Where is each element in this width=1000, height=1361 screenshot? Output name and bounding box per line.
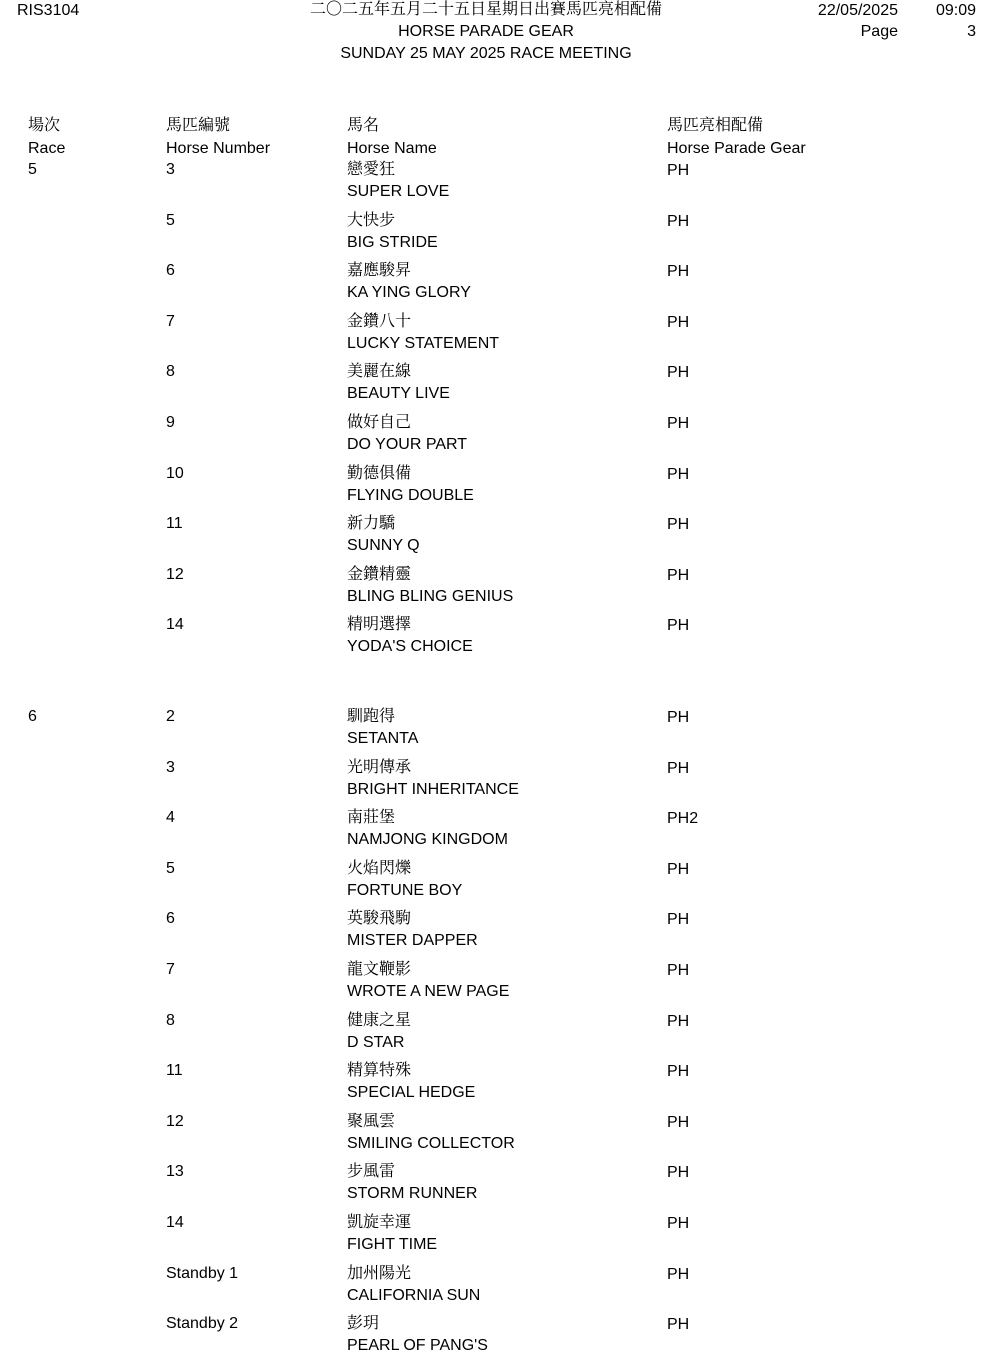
horse-name: NAMJONG KINGDOM — [347, 831, 508, 848]
horse-name-zh: 嘉應駿昇 — [347, 262, 412, 279]
horse-name-zh: 加州陽光 — [347, 1265, 412, 1282]
horse-name: BIG STRIDE — [347, 234, 438, 251]
parade-gear: PH — [667, 466, 690, 483]
horse-name-zh: 南莊堡 — [347, 809, 396, 826]
horse-name: D STAR — [347, 1034, 405, 1051]
parade-gear: PH2 — [667, 810, 699, 827]
horse-number: Standby 1 — [166, 1265, 239, 1282]
horse-name: STORM RUNNER — [347, 1185, 478, 1202]
column-header-race-zh: 場次 — [28, 117, 61, 134]
horse-name: SUNNY Q — [347, 537, 420, 554]
horse-name-zh: 馴跑得 — [347, 708, 396, 725]
parade-gear: PH — [667, 911, 690, 928]
horse-name-zh: 英駿飛駒 — [347, 910, 412, 927]
report-date: 22/05/2025 — [817, 2, 898, 19]
parade-gear: PH — [667, 760, 690, 777]
column-header-horse-number: Horse Number — [166, 140, 271, 157]
horse-name-zh: 勤德俱備 — [347, 465, 412, 482]
horse-name-zh: 戀愛狂 — [347, 161, 396, 178]
horse-number: 6 — [166, 262, 175, 279]
horse-name: SETANTA — [347, 730, 419, 747]
column-header-race: Race — [28, 140, 66, 157]
horse-name: FORTUNE BOY — [347, 882, 463, 899]
parade-gear: PH — [667, 1114, 690, 1131]
horse-name: BEAUTY LIVE — [347, 385, 450, 402]
horse-number: 13 — [166, 1163, 184, 1180]
parade-gear: PH — [667, 962, 690, 979]
horse-number: 6 — [166, 910, 175, 927]
column-header-gear: Horse Parade Gear — [667, 140, 806, 157]
horse-number: 2 — [166, 708, 175, 725]
report-code: RIS3104 — [17, 2, 80, 19]
horse-name-zh: 精明選擇 — [347, 616, 412, 633]
horse-name-zh: 凱旋幸運 — [347, 1214, 412, 1231]
page-number: 3 — [967, 23, 976, 40]
horse-name: BRIGHT INHERITANCE — [347, 781, 519, 798]
parade-gear: PH — [667, 314, 690, 331]
horse-name: SUPER LOVE — [347, 183, 450, 200]
horse-name-zh: 做好自己 — [347, 414, 412, 431]
parade-gear: PH — [667, 1266, 690, 1283]
column-header-horse-number-zh: 馬匹編號 — [166, 117, 231, 134]
horse-number: 9 — [166, 414, 175, 431]
horse-number: Standby 2 — [166, 1315, 239, 1332]
horse-number: 10 — [166, 465, 184, 482]
horse-name: MISTER DAPPER — [347, 932, 478, 949]
horse-number: 12 — [166, 566, 184, 583]
horse-name-zh: 健康之星 — [347, 1012, 412, 1029]
horse-name: KA YING GLORY — [347, 284, 471, 301]
horse-name-zh: 彭玥 — [347, 1315, 380, 1332]
page-title: HORSE PARADE GEAR — [398, 23, 574, 40]
horse-name-zh: 大快步 — [347, 212, 396, 229]
horse-name-zh: 美麗在線 — [347, 363, 412, 380]
horse-number: 8 — [166, 363, 175, 380]
parade-gear: PH — [667, 1215, 690, 1232]
parade-gear: PH — [667, 861, 690, 878]
horse-name-zh: 金鑽精靈 — [347, 566, 412, 583]
parade-gear: PH — [667, 263, 690, 280]
horse-name-zh: 龍文鞭影 — [347, 961, 412, 978]
parade-gear: PH — [667, 516, 690, 533]
horse-name: PEARL OF PANG'S — [347, 1337, 488, 1354]
horse-number: 4 — [166, 809, 175, 826]
horse-number: 5 — [166, 860, 175, 877]
page-label: Page — [860, 23, 898, 40]
parade-gear: PH — [667, 1063, 690, 1080]
parade-gear: PH — [667, 567, 690, 584]
horse-number: 7 — [166, 313, 175, 330]
parade-gear: PH — [667, 709, 690, 726]
horse-name: DO YOUR PART — [347, 436, 468, 453]
horse-name-zh: 聚風雲 — [347, 1113, 396, 1130]
horse-name: FLYING DOUBLE — [347, 487, 474, 504]
horse-number: 14 — [166, 616, 184, 633]
parade-gear: PH — [667, 617, 690, 634]
parade-gear: PH — [667, 162, 690, 179]
horse-number: 12 — [166, 1113, 184, 1130]
horse-name-zh: 精算特殊 — [347, 1062, 412, 1079]
parade-gear: PH — [667, 1316, 690, 1333]
horse-name: FIGHT TIME — [347, 1236, 438, 1253]
horse-name-zh: 新力驕 — [347, 515, 396, 532]
parade-gear: PH — [667, 1164, 690, 1181]
race-number: 5 — [28, 161, 37, 178]
horse-number: 5 — [166, 212, 175, 229]
horse-number: 14 — [166, 1214, 184, 1231]
horse-number: 11 — [166, 515, 183, 532]
horse-name: SPECIAL HEDGE — [347, 1084, 476, 1101]
horse-number: 8 — [166, 1012, 175, 1029]
column-header-horse-name: Horse Name — [347, 140, 437, 157]
parade-gear: PH — [667, 364, 690, 381]
column-header-horse-name-zh: 馬名 — [347, 117, 380, 134]
parade-gear: PH — [667, 1013, 690, 1030]
report-time: 09:09 — [935, 2, 976, 19]
parade-gear: PH — [667, 213, 690, 230]
horse-number: 3 — [166, 759, 175, 776]
race-number: 6 — [28, 708, 37, 725]
horse-name: CALIFORNIA SUN — [347, 1287, 481, 1304]
page-subtitle: SUNDAY 25 MAY 2025 RACE MEETING — [340, 45, 632, 62]
horse-name: LUCKY STATEMENT — [347, 335, 500, 352]
horse-name-zh: 金鑽八十 — [347, 313, 412, 330]
horse-number: 7 — [166, 961, 175, 978]
horse-name: WROTE A NEW PAGE — [347, 983, 510, 1000]
horse-name: YODA'S CHOICE — [347, 638, 473, 655]
column-header-gear-zh: 馬匹亮相配備 — [667, 117, 764, 134]
horse-number: 11 — [166, 1062, 183, 1079]
horse-name: BLING BLING GENIUS — [347, 588, 514, 605]
horse-name-zh: 步風雷 — [347, 1163, 396, 1180]
parade-gear: PH — [667, 415, 690, 432]
horse-number: 3 — [166, 161, 175, 178]
page-title-zh: 二〇二五年五月二十五日星期日出賽馬匹亮相配備 — [309, 1, 662, 18]
horse-name-zh: 光明傳承 — [347, 759, 412, 776]
horse-name-zh: 火焰閃爍 — [347, 860, 412, 877]
horse-name: SMILING COLLECTOR — [347, 1135, 515, 1152]
